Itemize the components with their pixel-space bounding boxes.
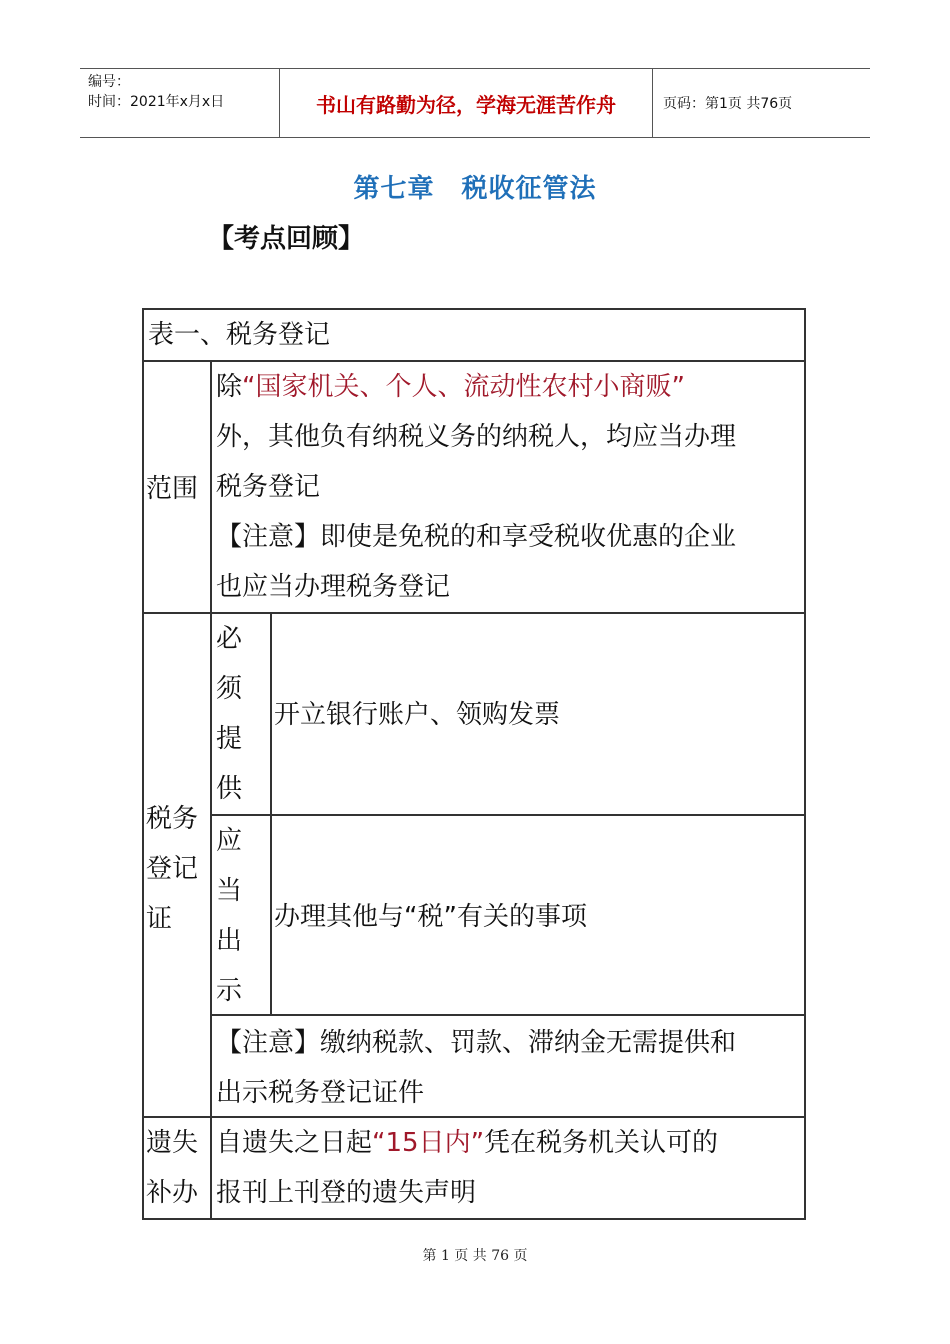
tax-registration-table [142, 308, 806, 1220]
should-show-char2: 当 [216, 876, 243, 906]
loss-row [144, 1118, 804, 1218]
scope-label-cell [144, 362, 212, 612]
certificate-label-line2: 登记 [146, 854, 199, 884]
table-caption: 表一、税务登记 [148, 320, 331, 350]
certificate-label-cell [144, 614, 212, 1116]
scope-note-line2: 也应当办理税务登记 [216, 572, 451, 602]
scope-exempt-entities: “国家机关、个人、流动性农村小商贩” [242, 372, 685, 402]
time-label: 时间：2021年x月x日 [88, 94, 225, 110]
scope-note-line1: 【注意】即使是免税的和享受税收优惠的企业 [216, 522, 737, 552]
document-header [80, 68, 870, 138]
certificate-label-line3: 证 [146, 904, 173, 934]
must-provide-label-cell [212, 614, 272, 814]
review-heading: 【考点回顾】 [208, 224, 365, 254]
certificate-label-line1: 税务 [146, 804, 199, 834]
certificate-row [144, 614, 804, 1118]
should-show-char4: 示 [216, 976, 243, 1006]
must-provide-text: 开立银行账户、领购发票 [274, 700, 561, 730]
table-caption-row [144, 310, 804, 362]
certificate-note-line1: 【注意】缴纳税款、罚款、滞纳金无需提供和 [216, 1028, 737, 1058]
must-provide-char3: 提 [216, 724, 243, 754]
loss-label-line2: 补办 [146, 1178, 199, 1208]
loss-line2: 报刊上刊登的遗失声明 [216, 1178, 477, 1208]
loss-label-line1: 遗失 [146, 1128, 199, 1158]
scope-label: 范围 [146, 474, 199, 504]
must-provide-char2: 须 [216, 674, 243, 704]
loss-suffix: 凭在税务机关认可的 [484, 1128, 719, 1158]
must-provide-char4: 供 [216, 774, 243, 804]
loss-prefix: 自遗失之日起 [216, 1128, 373, 1158]
must-provide-subrow [212, 614, 804, 816]
certificate-note [216, 1018, 804, 1118]
should-show-char1: 应 [216, 826, 243, 856]
loss-deadline: “15日内” [372, 1128, 485, 1158]
should-show-label-cell [212, 816, 272, 1014]
header-page-info: 页码：第1页 共76页 [663, 96, 793, 112]
scope-row [144, 362, 804, 614]
certificate-note-line2: 出示税务登记证件 [216, 1078, 425, 1108]
should-show-char3: 出 [216, 926, 243, 956]
loss-label-cell [144, 1118, 212, 1218]
scope-line2: 外，其他负有纳税义务的纳税人，均应当办理 [216, 422, 737, 452]
should-show-text: 办理其他与“税”有关的事项 [274, 902, 587, 932]
should-show-subrow [212, 816, 804, 1016]
header-meta [80, 69, 280, 137]
loss-content-cell [212, 1118, 804, 1218]
page-footer: 第 1 页 共 76 页 [422, 1248, 528, 1264]
must-provide-char1: 必 [216, 624, 243, 654]
scope-line3: 税务登记 [216, 472, 321, 502]
scope-prefix: 除 [216, 372, 243, 402]
number-label: 编号： [88, 74, 130, 90]
chapter-title: 第七章 税收征管法 [353, 174, 597, 204]
header-motto: 书山有路勤为径，学海无涯苦作舟 [280, 69, 653, 137]
scope-content-cell [212, 362, 804, 612]
